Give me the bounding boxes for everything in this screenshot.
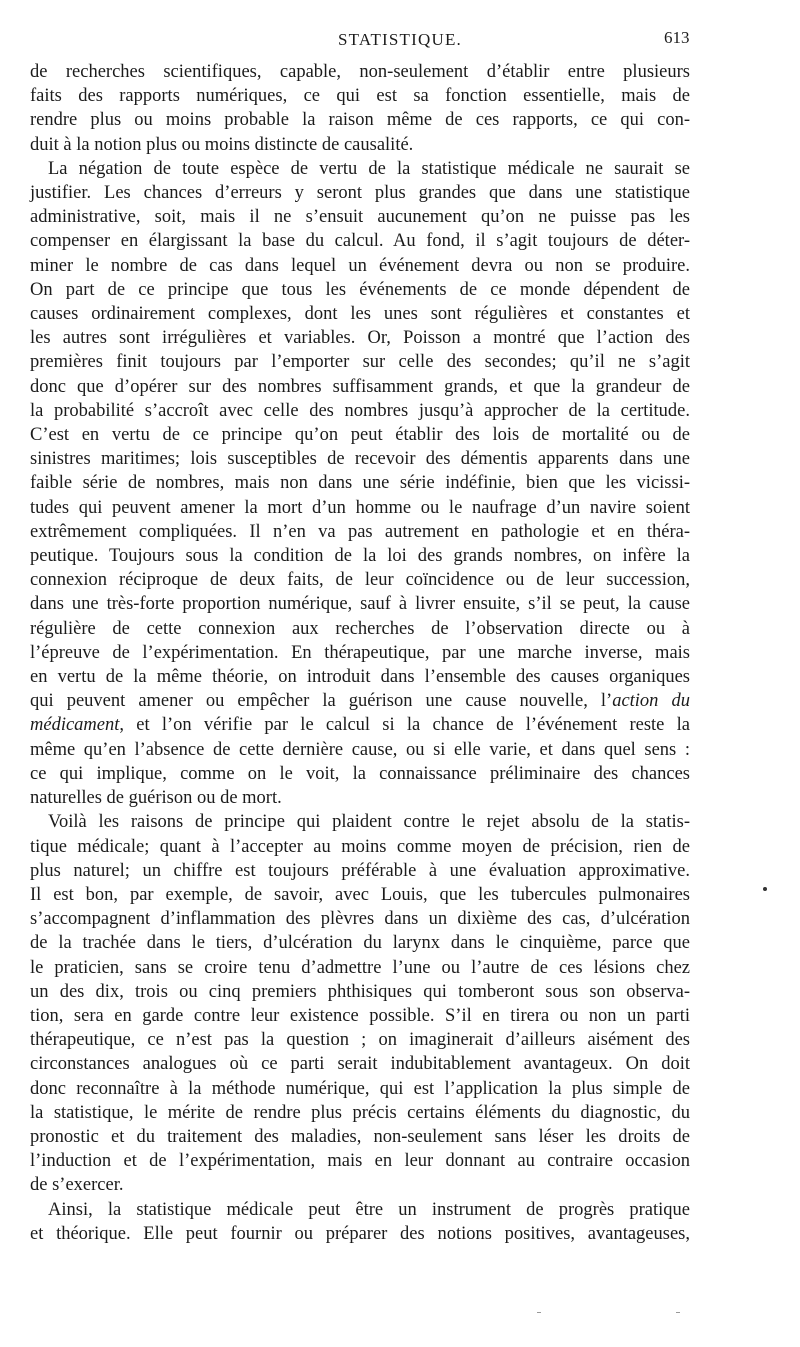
text-line: naturelles de guérison ou de mort. bbox=[30, 788, 282, 809]
text-line: rendre plus ou moins probable la raison même de ces rapports, ce qui con- bbox=[30, 110, 690, 131]
text-line: Ainsi, la statistique médicale peut être un instrument de progrès pratique bbox=[48, 1199, 690, 1220]
text-line: et théorique. Elle peut fournir ou préparer des notions positives, avantageuses, bbox=[30, 1223, 690, 1244]
text-line: miner le nombre de cas dans lequel un événement devra ou non se produire. bbox=[30, 255, 690, 276]
paragraph bbox=[30, 1198, 690, 1246]
text-line: de la trachée dans le tiers, d’ulcération du larynx dans le cinquième, parce que bbox=[30, 933, 690, 954]
text-line: l’induction et de l’expérimentation, mais en leur donnant au contraire occasion bbox=[30, 1151, 690, 1172]
page-number: 613 bbox=[664, 28, 690, 47]
text-line: La négation de toute espèce de vertu de la statistique médicale ne saurait se bbox=[48, 158, 690, 179]
body-text bbox=[30, 60, 690, 1246]
text-line: la statistique, le mérite de rendre plus précis certains éléments du diagnostic, du bbox=[30, 1102, 690, 1123]
text-line: justifier. Les chances d’erreurs y seront plus grandes que dans une statistique bbox=[30, 183, 690, 204]
text-line: la probabilité s’accroît avec celle des nombres jusqu’à approcher de la certitude. bbox=[30, 400, 690, 421]
text-line: Voilà les raisons de principe qui plaident contre le rejet absolu de la statis- bbox=[48, 812, 690, 833]
text-line: tique médicale; quant à l’accepter au moins comme moyen de précision, rien de bbox=[30, 836, 690, 857]
ink-speck bbox=[763, 887, 767, 891]
text-line: Il est bon, par exemple, de savoir, avec Louis, que les tubercules pulmonaires bbox=[30, 884, 690, 905]
text-line: On part de ce principe que tous les événements de ce monde dépendent de bbox=[30, 279, 690, 300]
text-line: connexion réciproque de deux faits, de leur coïncidence ou de leur succession, bbox=[30, 570, 690, 591]
text-line: ce qui implique, comme on le voit, la connaissance préliminaire des chances bbox=[30, 763, 690, 784]
text-line: de s’exercer. bbox=[30, 1175, 124, 1196]
text-line: faible série de nombres, mais non dans une série indéfinie, bien que les vicissi- bbox=[30, 473, 690, 494]
text-line: donc que d’opérer sur des nombres suffisamment grands, et que la grandeur de bbox=[30, 376, 690, 397]
text-line: compenser en élargissant la base du calcul. Au fond, il s’agit toujours de déter- bbox=[30, 231, 690, 252]
text-line: causes ordinairement complexes, dont les unes sont régulières et constantes et bbox=[30, 304, 690, 325]
text-line: extrêmement compliquées. Il n’en va pas autrement en pathologie et en théra- bbox=[30, 521, 690, 542]
text-line: sinistres maritimes; lois susceptibles de recevoir des démentis apparents dans une bbox=[30, 449, 690, 470]
paragraph bbox=[30, 60, 690, 157]
ink-mark bbox=[676, 1312, 680, 1313]
text-line: donc reconnaître à la méthode numérique, qui est l’application la plus simple de bbox=[30, 1078, 690, 1099]
text-line: premières finit toujours par l’emporter sur celle des secondes; qu’il ne s’agit bbox=[30, 352, 690, 373]
text-line: peutique. Toujours sous la condition de la loi des grands nombres, on infère la bbox=[30, 546, 690, 567]
text-line: un des dix, trois ou cinq premiers phthisiques qui tomberont sous son observa- bbox=[30, 981, 690, 1002]
paragraph bbox=[30, 157, 690, 810]
text-line: s’accompagnent d’inflammation des plèvres dans un dixième des cas, d’ulcération bbox=[30, 909, 690, 930]
text-line: régulière de cette connexion aux recherches de l’observation directe ou à bbox=[30, 618, 690, 639]
text-line: administrative, soit, mais il ne s’ensuit aucunement qu’on ne puisse pas les bbox=[30, 207, 690, 228]
text-line: C’est en vertu de ce principe qu’on peut établir des lois de mortalité ou de bbox=[30, 425, 690, 446]
running-title: STATISTIQUE. bbox=[337, 30, 462, 49]
text-line: thérapeutique, ce n’est pas la question ; on imaginerait d’ailleurs aisément des bbox=[30, 1030, 690, 1051]
paragraph bbox=[30, 810, 690, 1197]
text-line: faits des rapports numériques, ce qui est sa fonction essentielle, mais de bbox=[30, 86, 690, 107]
text-line: tudes qui peuvent amener la mort d’un homme ou le naufrage d’un navire soient bbox=[30, 497, 690, 518]
text-line: l’épreuve de l’expérimentation. En thérapeutique, par une marche inverse, mais bbox=[30, 642, 690, 663]
text-line: qui peuvent amener ou empêcher la guérison une cause nouvelle, l’action du bbox=[30, 691, 690, 712]
text-line: dans une très-forte proportion numérique, sauf à livrer ensuite, s’il se peut, la cause bbox=[30, 594, 690, 615]
text-line: de recherches scientifiques, capable, non-seulement d’établir entre plusieurs bbox=[30, 62, 690, 82]
text-line: pronostic et du traitement des maladies, non-seulement sans léser les droits de bbox=[30, 1126, 690, 1147]
text-line: les autres sont irrégulières et variables. Or, Poisson a montré que l’action des bbox=[30, 328, 690, 349]
text-line: le praticien, sans se croire tenu d’admettre l’une ou l’autre de ces lésions chez bbox=[30, 957, 690, 978]
text-line: même qu’en l’absence de cette dernière cause, ou si elle varie, et dans quel sens : bbox=[30, 739, 690, 760]
text-line: en vertu de la même théorie, on introduit dans l’ensemble des causes organiques bbox=[30, 667, 690, 688]
text-line: circonstances analogues où ce parti serait indubitablement avantageux. On doit bbox=[30, 1054, 690, 1075]
text-line: duit à la notion plus ou moins distincte de causalité. bbox=[30, 134, 414, 155]
ink-mark bbox=[537, 1312, 541, 1313]
text-line: tion, sera en garde contre leur existence possible. S’il en tirera ou non un parti bbox=[30, 1005, 690, 1026]
text-line: médicament, et l’on vérifie par le calcul si la chance de l’événement reste la bbox=[30, 715, 690, 736]
text-line: plus naturel; un chiffre est toujours préférable à une évaluation approximative. bbox=[30, 860, 690, 881]
